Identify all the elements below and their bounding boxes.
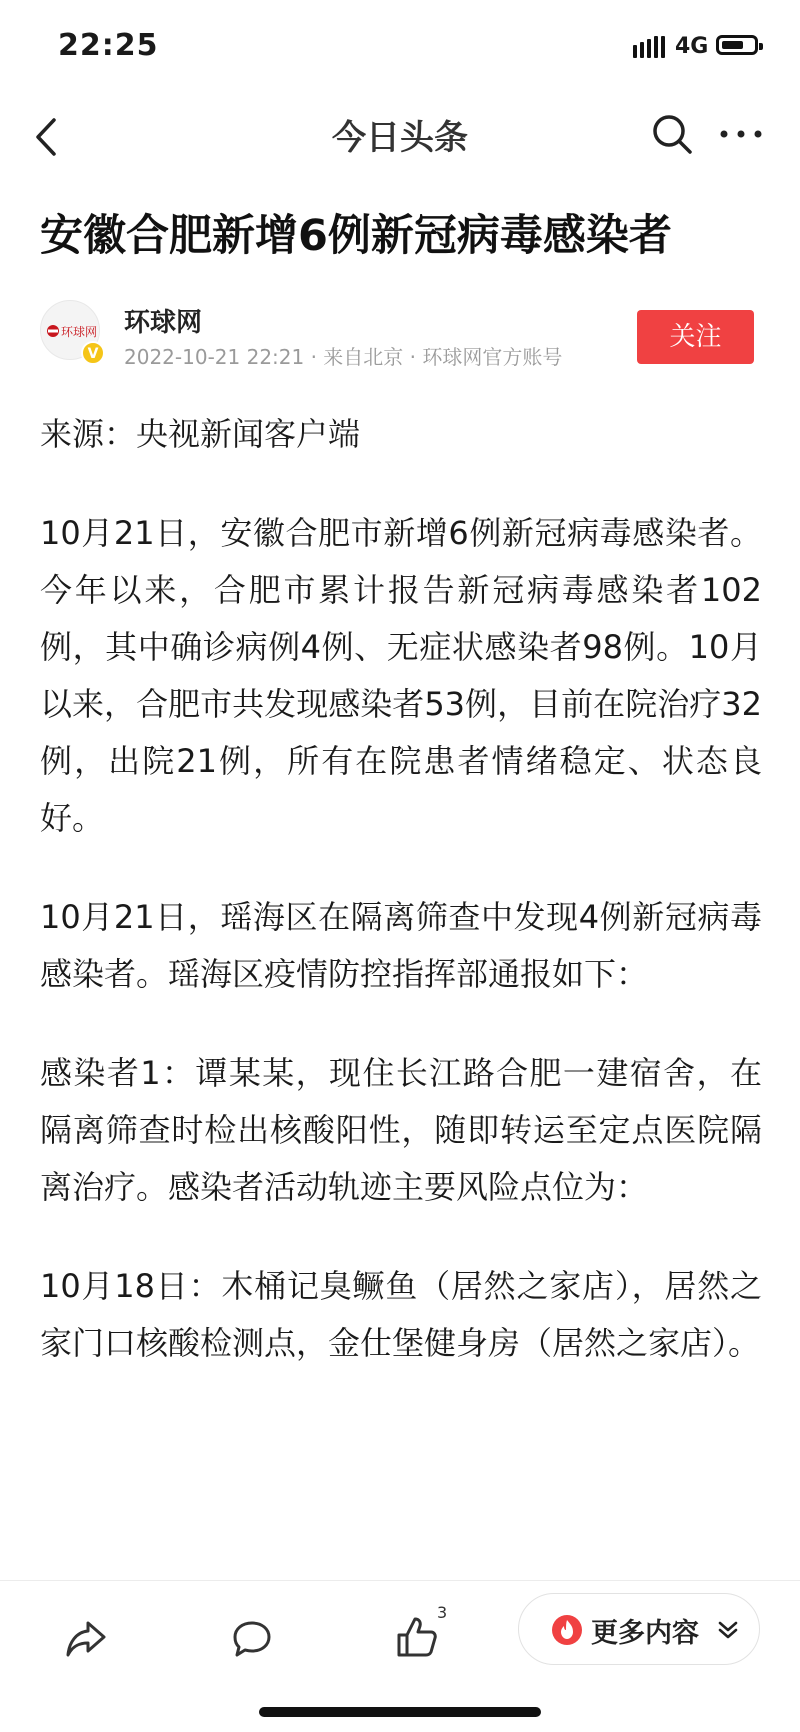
article-paragraph: 来源：央视新闻客户端 [40,415,361,453]
signal-icon [633,36,665,58]
battery-icon [716,35,758,55]
svg-text:环球网: 环球网 [61,325,97,339]
article-body [40,406,762,1414]
follow-button[interactable]: 关注 [637,310,754,364]
fire-icon [551,1614,583,1646]
comment-icon[interactable] [231,1619,273,1659]
verified-badge: V [81,341,105,365]
like-count: 3 [437,1603,448,1622]
more-content-label: 更多内容 [591,1618,699,1649]
avatar[interactable] [40,300,100,360]
author-meta: 2022-10-21 22:21 · 来自北京 · 环球网官方账号 [124,345,563,369]
status-bar [0,0,800,96]
thumbs-up-icon[interactable] [395,1615,439,1659]
article-paragraph: 10月18日：木桶记臭鳜鱼（居然之家店），居然之家门口核酸检测点，金仕堡健身房（居然之家店）。 [40,1267,762,1362]
article-paragraph: 10月21日，安徽合肥市新增6例新冠病毒感染者。今年以来，合肥市累计报告新冠病毒感染者102例，其中确诊病例4例、无症状感染者98例。10月以来，合肥市共发现感染者53例，目前在院治疗32例，出院21例，所有在院患者情绪稳定、状态良好。 [40,514,762,837]
article-paragraph: 感染者1：谭某某，现住长江路合肥一建宿舍，在隔离筛查时检出核酸阳性，随即转运至定点医院隔离治疗。感染者活动轨迹主要风险点位为： [40,1054,762,1206]
share-icon[interactable] [64,1619,108,1659]
network-type: 4G [675,34,709,59]
nav-bar [0,96,800,178]
page-title: 今日头条 [332,118,468,158]
author-name[interactable]: 环球网 [124,308,203,338]
author-row [0,298,800,388]
chevron-down-icon [717,1620,739,1640]
huanqiu-logo [45,321,97,341]
article-headline: 安徽合肥新增6例新冠病毒感染者 [40,211,672,261]
article-paragraph: 10月21日，瑶海区在隔离筛查中发现4例新冠病毒感染者。瑶海区疫情防控指挥部通报如下： [40,898,762,993]
battery-level [722,41,743,49]
bottom-action-bar [0,1580,800,1732]
search-icon[interactable] [650,112,694,156]
more-content-button[interactable] [518,1593,760,1665]
home-indicator[interactable] [259,1707,541,1717]
status-time: 22:25 [58,28,159,63]
more-icon[interactable] [716,112,766,156]
